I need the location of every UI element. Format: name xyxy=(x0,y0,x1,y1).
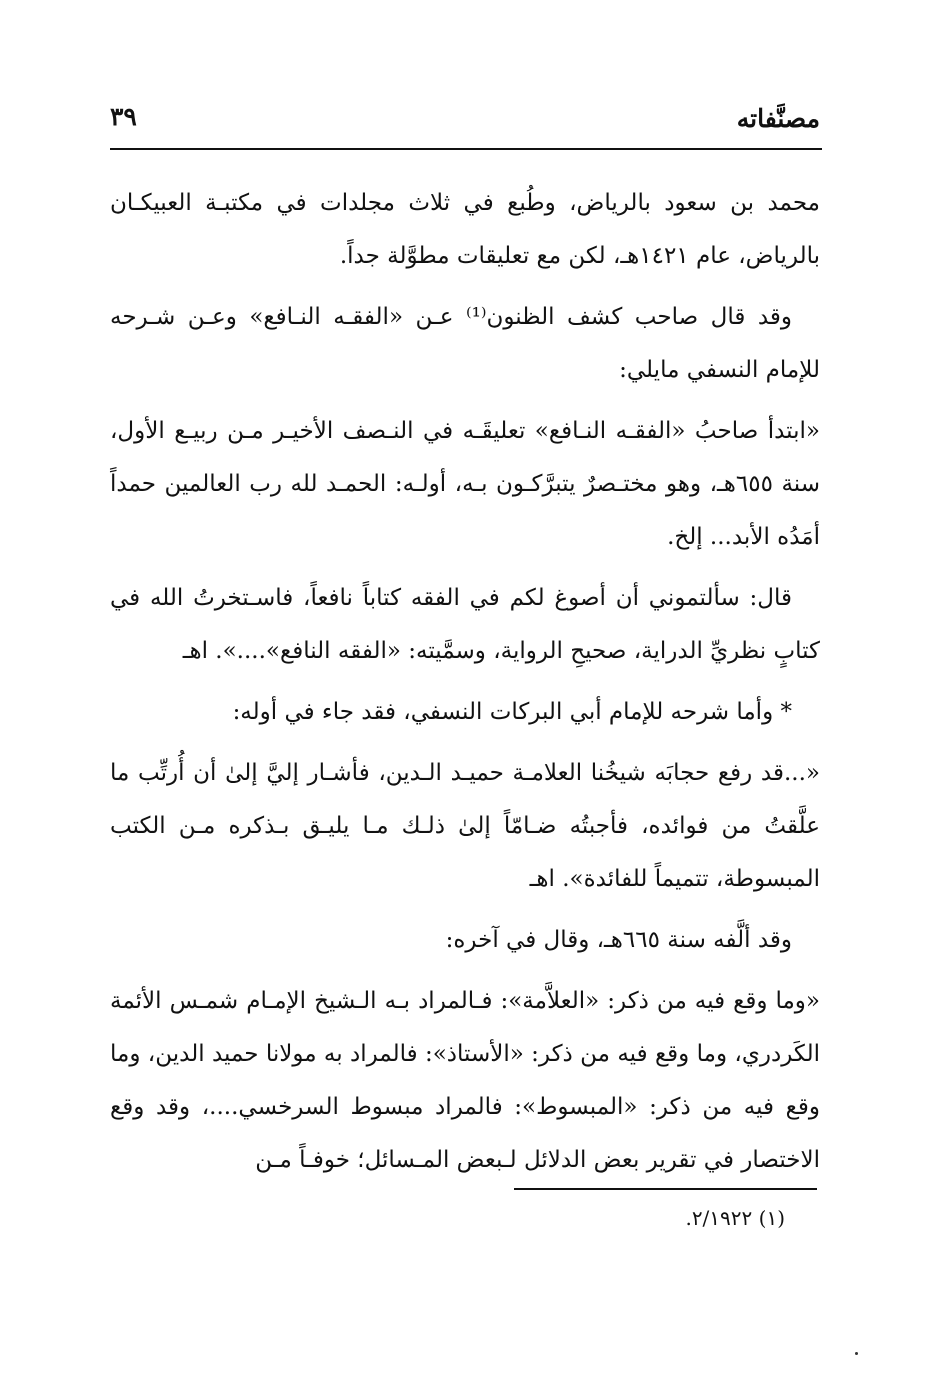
paragraph: وقد قال صاحب كشف الظنون⁽¹⁾ عـن «الفقـه النـافع» وعـن شـرحه للإمام النسفي مايلي: xyxy=(110,304,820,383)
running-title: مصنَّفاته xyxy=(736,104,820,133)
quote-paragraph: «...قد رفع حجابَه شيخُنا العلامـة حميـد الـدين، فأشـار إليَّ إلىٰ أن أُرتِّب ما علَّقتُ من فوائده، فأجبتُه ضـامّاً إلىٰ ذلـك مـا يليـق بـذكره مـن الكتب المبسوطة، تتميماً للفائدة». اهـ xyxy=(110,760,820,892)
page-header xyxy=(110,96,820,152)
body-text xyxy=(110,177,820,1195)
scan-speck xyxy=(855,1352,858,1355)
paragraph: وقد ألَّفه سنة ٦٦٥هـ، وقال في آخره: xyxy=(445,927,792,953)
footnote: (١) ٢/١٩٢٢. xyxy=(685,1206,785,1230)
quote-paragraph: «وما وقع فيه من ذكر: «العلاَّمة»: فـالمراد بـه الـشيخ الإمـام شمـس الأئمة الكَردري، وما وقع فيه من ذكر: «الأستاذ»: فالمراد به مولانا حميد الدين، وما وقع فيه من ذكر: «المبسوط»: فالمراد مبسوط السرخسي....، وقد وقع الاختصار في تقرير بعض الدلائل لـبعض المـسائل؛ خوفـاً مـن xyxy=(110,988,820,1173)
footnote-divider xyxy=(514,1188,817,1190)
header-divider xyxy=(110,148,822,150)
paragraph: قال: سألتموني أن أصوغ لكم في الفقه كتاباً نافعاً، فاسـتخرتُ الله في كتابٍ نظريِّ الدراية، صحيحِ الرواية، وسمَّيته: «الفقه النافع»....». اهـ xyxy=(110,585,820,664)
paragraph: محمد بن سعود بالرياض، وطُبع في ثلاث مجلدات في مكتبـة العبيكـان بالرياض، عام ١٤٢١هـ، لكن مع تعليقات مطوَّلة جداً. xyxy=(110,190,820,269)
quote-paragraph: «ابتدأ صاحبُ «الفقـه النـافع» تعليقَـه في النـصف الأخيـر مـن ربيـع الأول، سنة ٦٥٥هـ، وهو مختـصرٌ يتبرَّكـون بـه، أولـه: الحمـد لله رب العالمين حمداً أمَدُه الأبد... إلخ. xyxy=(110,418,821,550)
page-number: ٣٩ xyxy=(110,102,137,131)
paragraph: * وأما شرحه للإمام أبي البركات النسفي، فقد جاء في أوله: xyxy=(232,699,792,725)
